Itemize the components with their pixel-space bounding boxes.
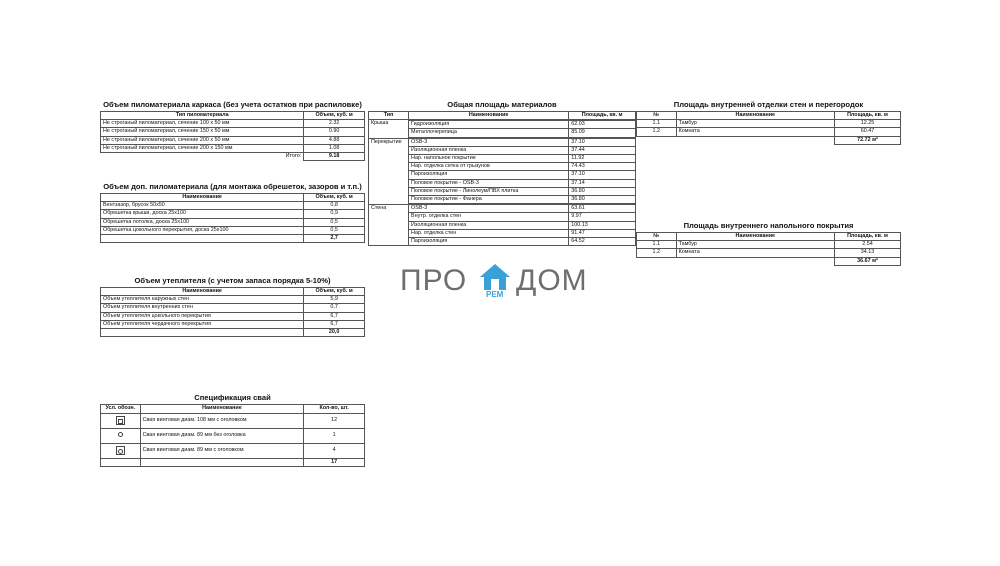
- cell-name: Обрешетка крыши, доска 25х100: [101, 210, 304, 218]
- cell-name: Объем утеплителя внутренних стен: [101, 304, 304, 312]
- group-type: Крыша: [369, 120, 409, 138]
- floor-area-table: [636, 232, 901, 266]
- group-type: Стена: [369, 205, 409, 246]
- cell-value: 2.54: [834, 241, 900, 249]
- cell-name: Тамбур: [676, 241, 834, 249]
- total-value: 17: [304, 459, 365, 467]
- table-row: [101, 226, 365, 234]
- cell-value: 0,5: [304, 218, 365, 226]
- total-row: [101, 153, 365, 161]
- insulation-table: [100, 287, 365, 337]
- table-row: [101, 304, 365, 312]
- cell-value: 5,9: [304, 296, 365, 304]
- total-row: [101, 235, 365, 243]
- extra-lumber-title: Объем доп. пиломатериала (для монтажа обрешеток, зазоров и т.п.): [103, 182, 362, 191]
- piles-table: [100, 404, 365, 467]
- logo-text-left: ПРО: [400, 264, 468, 297]
- cell-value: 12.25: [834, 120, 900, 128]
- cell-name: Комната: [676, 128, 834, 136]
- cell-name: Внутр. отделка стен: [409, 213, 569, 221]
- house-icon: [478, 262, 512, 292]
- column-header: Объем, куб. м: [304, 288, 365, 296]
- cell-value: 37.44: [569, 146, 636, 154]
- cell-name: Пароизоляция: [409, 171, 569, 179]
- group-row: [369, 138, 636, 146]
- cell-name: Свая винтовая диам. 89 мм без оголовка: [140, 429, 304, 444]
- table-row: [637, 120, 901, 128]
- cell-value: 11.92: [569, 155, 636, 163]
- cell-value: 37.14: [569, 179, 636, 187]
- column-header: Объем, куб. м: [304, 112, 365, 120]
- cell-value: 37.10: [569, 138, 636, 146]
- extra-lumber-block: [100, 182, 365, 243]
- table-row: [369, 121, 636, 129]
- table-row: [101, 320, 365, 328]
- total-value: 20,0: [304, 329, 365, 337]
- table-row: [101, 444, 365, 459]
- walls-area-table: [636, 111, 901, 145]
- table-row: [101, 429, 365, 444]
- group-type: Перекрытие: [369, 138, 409, 205]
- cell-name: Обрешетка потолка, доска 25х100: [101, 218, 304, 226]
- column-header: №: [637, 233, 677, 241]
- cell-name: Объем утеплителя чердачного перекрытия: [101, 320, 304, 328]
- cell-number: 1.2: [637, 128, 677, 136]
- floor-area-title: Площадь внутреннего напольного покрытия: [683, 221, 854, 230]
- table-row: [369, 213, 636, 221]
- cell-name: Объем утеплителя наружных стен: [101, 296, 304, 304]
- cell-value: 4: [304, 444, 365, 459]
- total-value: 2,7: [304, 235, 365, 243]
- table-row: [369, 196, 636, 204]
- table-row: [369, 155, 636, 163]
- materials-title: Общая площадь материалов: [447, 100, 557, 109]
- column-header: Площадь, кв. м: [834, 112, 900, 120]
- column-header: Наименование: [140, 405, 304, 414]
- total-row: [637, 257, 901, 265]
- total-row: [101, 459, 365, 467]
- cell-value: 63.61: [569, 205, 636, 213]
- cell-name: Комната: [676, 249, 834, 257]
- cell-value: 36.80: [569, 187, 636, 195]
- extra-lumber-table: [100, 193, 365, 243]
- total-row: [637, 136, 901, 144]
- cell-value: 36.80: [569, 196, 636, 204]
- column-header: Наименование: [409, 112, 569, 120]
- column-header: №: [637, 112, 677, 120]
- cell-name: Не строганый пиломатериал, сечение 100 х 50 мм: [101, 120, 304, 128]
- cell-name: Не строганый пиломатериал, сечение 200 х 50 мм: [101, 136, 304, 144]
- cell-name: Вентзазор, брусок 50х50: [101, 202, 304, 210]
- cell-value: 1.08: [304, 144, 365, 152]
- table-row: [369, 221, 636, 229]
- cell-name: Не строганый пиломатериал, сечение 150 х 50 мм: [101, 128, 304, 136]
- cell-name: Нар. отделка сетка от грызунов: [409, 163, 569, 171]
- table-row: [369, 129, 636, 137]
- cell-value: 60.47: [834, 128, 900, 136]
- cell-name: Обрешетка цокольного перекрытия, доска 25х100: [101, 226, 304, 234]
- piles-title: Спецификация свай: [194, 393, 271, 402]
- cell-number: 1.2: [637, 249, 677, 257]
- table-row: [369, 187, 636, 195]
- cell-value: 0.90: [304, 128, 365, 136]
- cell-value: 0,8: [304, 202, 365, 210]
- table-row: [369, 238, 636, 246]
- table-row: [637, 249, 901, 257]
- total-label-empty: [101, 235, 304, 243]
- column-header: Кол-во, шт.: [304, 405, 365, 414]
- cell-number: 1.1: [637, 241, 677, 249]
- pile-89-cap-icon: [116, 446, 125, 455]
- cell-value: 6,7: [304, 312, 365, 320]
- pro-dom-logo: [400, 262, 600, 304]
- table-row: [101, 296, 365, 304]
- cell-name: Тамбур: [676, 120, 834, 128]
- table-row: [101, 218, 365, 226]
- cell-name: Свая винтовая диам. 89 мм с оголовком: [140, 444, 304, 459]
- cell-value: 12: [304, 414, 365, 429]
- cell-name: Половое покрытие - OSB-3: [409, 179, 569, 187]
- materials-table: [368, 111, 636, 246]
- walls-area-title: Площадь внутренней отделки стен и перегородок: [673, 100, 864, 109]
- cell-value: 9.97: [569, 213, 636, 221]
- column-header: Площадь, кв. м: [834, 233, 900, 241]
- cell-value: 6,7: [304, 320, 365, 328]
- insulation-block: [100, 276, 365, 337]
- floor-area-block: [636, 221, 901, 266]
- table-row: [637, 128, 901, 136]
- table-row: [369, 229, 636, 237]
- cell-name: Половое покрытие - Линолеум/ПВХ плитка: [409, 187, 569, 195]
- group-row: [369, 205, 636, 213]
- column-header: Наименование: [676, 112, 834, 120]
- cell-value: 2.32: [304, 120, 365, 128]
- total-label-empty: [101, 329, 304, 337]
- cell-name: Изоляционная пленка: [409, 146, 569, 154]
- pile-89-plain-icon: [118, 432, 123, 437]
- cell-name: Половое покрытие - Фанера: [409, 196, 569, 204]
- logo-text-right: ДОМ: [516, 264, 588, 297]
- cell-value: 62.03: [569, 121, 636, 129]
- cell-value: 100.13: [569, 221, 636, 229]
- column-header: Объем, куб. м: [304, 194, 365, 202]
- table-row: [369, 163, 636, 171]
- table-row: [101, 202, 365, 210]
- cell-value: 74.43: [569, 163, 636, 171]
- total-value: 9.18: [304, 153, 365, 161]
- cell-value: 85.09: [569, 129, 636, 137]
- walls-area-block: [636, 100, 901, 145]
- cell-value: 0,5: [304, 226, 365, 234]
- column-header: Усл. обозн.: [101, 405, 141, 414]
- cell-name: Металлочерепица: [409, 129, 569, 137]
- column-header: Наименование: [101, 288, 304, 296]
- table-row: [637, 241, 901, 249]
- cell-name: Объем утеплителя цокольного перекрытия: [101, 312, 304, 320]
- table-row: [101, 414, 365, 429]
- frame-lumber-title: Объем пиломатериала каркаса (без учета остатков при распиловке): [103, 100, 362, 109]
- cell-name: Пароизоляция: [409, 238, 569, 246]
- table-row: [101, 120, 365, 128]
- insulation-title: Объем утеплителя (с учетом запаса порядка 5-10%): [134, 276, 331, 285]
- column-header: Тип пиломатериала: [101, 112, 304, 120]
- total-value: 72.72 м²: [834, 136, 900, 144]
- cell-value: 34.13: [834, 249, 900, 257]
- column-header: Тип: [369, 112, 409, 120]
- table-row: [101, 312, 365, 320]
- cell-number: 1.1: [637, 120, 677, 128]
- cell-name: Изоляционная пленка: [409, 221, 569, 229]
- total-row: [101, 329, 365, 337]
- cell-name: OSB-3: [409, 205, 569, 213]
- table-row: [101, 128, 365, 136]
- cell-value: 4.88: [304, 136, 365, 144]
- pile-108-icon: [116, 416, 125, 425]
- cell-value: 0,7: [304, 304, 365, 312]
- cell-value: 0,9: [304, 210, 365, 218]
- cell-value: 1: [304, 429, 365, 444]
- column-header: Наименование: [101, 194, 304, 202]
- total-label: Итого:: [285, 153, 302, 160]
- cell-value: 37.10: [569, 171, 636, 179]
- frame-lumber-block: [100, 100, 365, 161]
- table-row: [101, 144, 365, 152]
- cell-name: Гидроизоляция: [409, 121, 569, 129]
- cell-name: Не строганый пиломатериал, сечение 200 х 150 мм: [101, 144, 304, 152]
- table-row: [101, 210, 365, 218]
- table-row: [369, 179, 636, 187]
- cell-name: OSB-3: [409, 138, 569, 146]
- total-value: 36.67 м²: [834, 257, 900, 265]
- logo-text-sub: РЕМ: [486, 290, 504, 299]
- frame-lumber-table: [100, 111, 365, 161]
- table-row: [369, 171, 636, 179]
- table-row: [369, 146, 636, 154]
- cell-value: 64.52: [569, 238, 636, 246]
- column-header: Площадь, кв. м: [569, 112, 636, 120]
- table-row: [101, 136, 365, 144]
- materials-block: [368, 100, 636, 246]
- cell-value: 91.47: [569, 229, 636, 237]
- cell-name: Нар. напольное покрытие: [409, 155, 569, 163]
- cell-name: Свая винтовая диам. 108 мм с оголовком: [140, 414, 304, 429]
- column-header: Наименование: [676, 233, 834, 241]
- piles-block: [100, 393, 365, 467]
- cell-name: Нар. отделка стен: [409, 229, 569, 237]
